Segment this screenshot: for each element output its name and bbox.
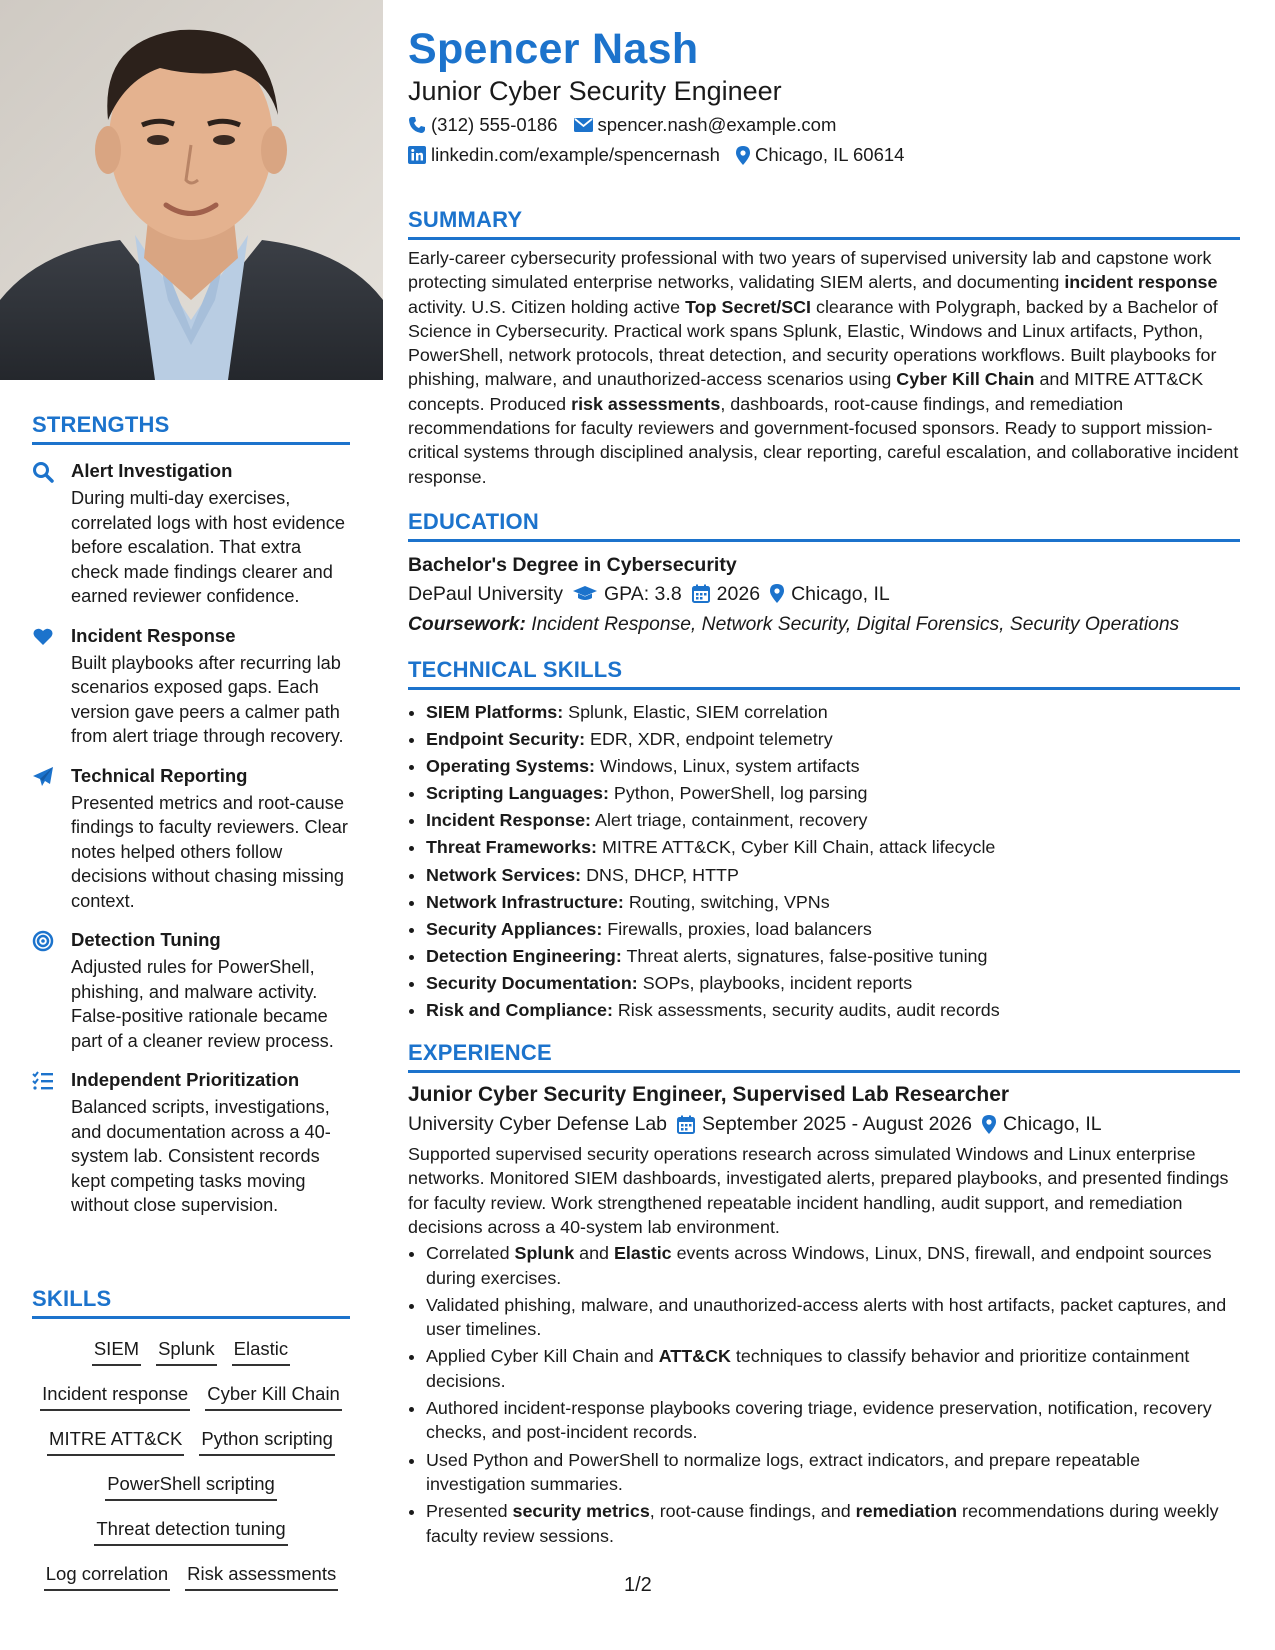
skill-value: SOPs, playbooks, incident reports xyxy=(642,972,913,993)
linkedin-icon xyxy=(408,146,426,164)
list-item xyxy=(426,1396,1240,1445)
skill-value: Firewalls, proxies, load balancers xyxy=(607,918,872,939)
strength-title: Independent Prioritization xyxy=(71,1069,300,1090)
skill-label: Security Documentation: xyxy=(426,972,638,993)
skill-label: Operating Systems: xyxy=(426,756,596,777)
summary-section xyxy=(408,207,1240,489)
skill-value: EDR, XDR, endpoint telemetry xyxy=(590,729,833,750)
skill-tag: PowerShell scripting xyxy=(105,1470,277,1501)
job-meta xyxy=(408,1110,1240,1138)
location-text: Chicago, IL 60614 xyxy=(754,144,905,165)
list-item xyxy=(426,1293,1240,1342)
skill-value: Python, PowerShell, log parsing xyxy=(613,783,868,804)
coursework-list: Incident Response, Network Security, Digital Forensics, Security Operations xyxy=(531,613,1180,635)
email-text: spencer.nash@example.com xyxy=(597,114,837,135)
skill-label: Network Services: xyxy=(426,864,582,885)
bullet-part: Presented xyxy=(426,1501,513,1522)
list-item xyxy=(426,997,1240,1024)
skills-row xyxy=(32,1470,350,1501)
bullet-part: ATT&CK xyxy=(658,1346,731,1367)
skill-label: Risk and Compliance: xyxy=(426,1000,613,1020)
skill-tag: Risk assessments xyxy=(185,1560,338,1591)
degree-title: Bachelor's Degree in Cybersecurity xyxy=(408,553,737,576)
summary-part: incident response xyxy=(1064,272,1218,293)
summary-part: , dashboards, root-cause findings, and remediation recommendations for faculty reviewers and government-focused sponsors. Ready to support mission-critical systems through disciplined analysis, clear reporting, careful escalation, and collaborative incident response. xyxy=(408,393,1239,487)
bullet-part: Correlated xyxy=(426,1243,515,1264)
strength-title: Incident Response xyxy=(71,624,236,646)
school-name: DePaul University xyxy=(408,582,563,605)
candidate-name: Spencer Nash xyxy=(408,25,699,73)
list-item xyxy=(426,1241,1240,1290)
technical-skills-section xyxy=(408,657,1240,1024)
phone-icon xyxy=(408,116,426,134)
skill-label: Threat Frameworks: xyxy=(426,837,598,858)
gpa-text: GPA: 3.8 xyxy=(603,582,682,605)
skill-tag: MITRE ATT&CK xyxy=(47,1425,184,1456)
profile-photo xyxy=(0,0,383,380)
list-item xyxy=(426,780,1240,807)
coursework-label: Coursework: xyxy=(408,613,526,635)
contact-row xyxy=(408,113,1240,137)
strength-item xyxy=(32,1068,350,1218)
skill-value: Threat alerts, signatures, false-positive tuning xyxy=(626,945,988,966)
bullet-part: techniques to classify behavior and prioritize containment decisions. xyxy=(426,1346,1190,1391)
skills-heading: SKILLS xyxy=(32,1286,350,1319)
summary-part: and MITRE ATT&CK concepts. Produced xyxy=(408,369,1204,414)
list-item xyxy=(426,699,1240,726)
bullet-part: Elastic xyxy=(613,1243,672,1264)
skills-row xyxy=(32,1380,350,1411)
list-item xyxy=(426,807,1240,834)
bullet-part: Authored incident-response playbooks covering triage, evidence preservation, notification, recovery checks, and post-incident records. xyxy=(426,1398,1212,1443)
summary-part: Cyber Kill Chain xyxy=(896,369,1035,390)
bullet-part: security metrics xyxy=(512,1501,650,1522)
bullet-part: Applied Cyber Kill Chain and xyxy=(426,1346,659,1367)
job-location: Chicago, IL xyxy=(1003,1113,1102,1136)
job-title: Junior Cyber Security Engineer, Supervised Lab Researcher xyxy=(408,1083,1010,1107)
skill-value: DNS, DHCP, HTTP xyxy=(586,864,739,885)
envelope-icon xyxy=(574,117,593,133)
education-section xyxy=(408,509,1240,639)
calendar-icon xyxy=(677,1115,695,1134)
strengths-heading: STRENGTHS xyxy=(32,412,350,445)
skill-value: Splunk, Elastic, SIEM correlation xyxy=(568,701,828,722)
strength-item xyxy=(32,764,350,914)
skill-tag: SIEM xyxy=(92,1335,141,1366)
summary-part: risk assessments xyxy=(571,393,721,414)
skills-row xyxy=(32,1560,350,1591)
skill-label: SIEM Platforms: xyxy=(426,701,564,722)
bullet-part: and xyxy=(574,1243,614,1264)
skill-tag: Python scripting xyxy=(199,1425,335,1456)
email-contact[interactable] xyxy=(574,113,837,137)
skills-section xyxy=(32,1286,350,1605)
strength-item xyxy=(32,928,350,1053)
graduation-cap-icon xyxy=(573,585,597,603)
list-item xyxy=(426,889,1240,916)
summary-text xyxy=(408,246,1240,489)
list-item xyxy=(426,862,1240,889)
list-item xyxy=(426,1499,1240,1548)
graduation-year: 2026 xyxy=(716,582,761,605)
strength-title: Alert Investigation xyxy=(71,460,233,481)
paper-plane-icon xyxy=(32,766,54,788)
skill-tag: Cyber Kill Chain xyxy=(205,1380,342,1411)
education-meta xyxy=(408,580,1240,608)
candidate-role: Junior Cyber Security Engineer xyxy=(408,76,782,106)
skill-label: Endpoint Security: xyxy=(426,729,586,750)
bullet-part: remediation xyxy=(855,1501,958,1522)
page-number: 1/2 xyxy=(624,1574,652,1596)
skills-row xyxy=(32,1515,350,1546)
skill-value: MITRE ATT&CK, Cyber Kill Chain, attack lifecycle xyxy=(602,837,996,858)
skills-row xyxy=(32,1335,350,1366)
organization: University Cyber Defense Lab xyxy=(408,1113,668,1136)
phone-text: (312) 555-0186 xyxy=(431,114,558,135)
skill-value: Routing, switching, VPNs xyxy=(628,891,830,912)
list-item xyxy=(426,753,1240,780)
job-dates: September 2025 - August 2026 xyxy=(702,1113,972,1136)
skill-value: Alert triage, containment, recovery xyxy=(595,810,868,831)
education-location: Chicago, IL xyxy=(791,582,890,605)
list-item xyxy=(426,970,1240,997)
list-item xyxy=(426,1448,1240,1497)
job-bullets xyxy=(408,1241,1240,1548)
experience-heading: EXPERIENCE xyxy=(408,1040,1240,1073)
bullet-part: events across Windows, Linux, DNS, firewall, and endpoint sources during exercises. xyxy=(426,1243,1212,1288)
list-item xyxy=(426,916,1240,943)
map-pin-icon xyxy=(736,146,750,165)
experience-section xyxy=(408,1040,1240,1548)
main-content xyxy=(408,0,1240,1551)
skill-tag: Splunk xyxy=(156,1335,217,1366)
bullet-part: , root-cause findings, and xyxy=(649,1501,856,1522)
summary-part: Early-career cybersecurity professional with two years of supervised university lab and capstone work protecting simulated enterprise networks, validating SIEM alerts, and documenting xyxy=(408,248,1212,293)
map-pin-icon xyxy=(982,1115,996,1134)
strength-description: Balanced scripts, investigations, and documentation across a 40-system lab. Consistent records kept competing tasks moving without close supervision. xyxy=(71,1097,331,1215)
coursework xyxy=(408,611,1240,639)
skill-tag: Threat detection tuning xyxy=(94,1515,287,1546)
strength-item xyxy=(32,624,350,749)
skill-value: Windows, Linux, system artifacts xyxy=(600,756,860,777)
strength-description: Built playbooks after recurring lab scenarios exposed gaps. Each version gave peers a calmer path from alert triage through recovery. xyxy=(71,652,344,746)
skill-label: Security Appliances: xyxy=(426,918,603,939)
summary-part: clearance with Polygraph, backed by a Bachelor of Science in Cybersecurity. Practical work spans Splunk, Elastic, Windows and Linux artifacts, Python, PowerShell, network protocols, threat detection, and security operations workflows. Built playbooks for phishing, malware, and unauthorized-access scenarios using xyxy=(408,296,1218,390)
skill-tag: Log correlation xyxy=(44,1560,170,1591)
summary-heading: SUMMARY xyxy=(408,207,1240,240)
bullet-part: Splunk xyxy=(514,1243,575,1264)
location-contact xyxy=(736,143,904,167)
skill-tag: Incident response xyxy=(40,1380,190,1411)
skill-label: Incident Response: xyxy=(426,810,592,831)
strength-title: Technical Reporting xyxy=(71,764,248,786)
linkedin-text: linkedin.com/example/spencernash xyxy=(431,144,720,165)
job-description: Supported supervised security operations research across simulated Windows and Linux enterprise networks. Monitored SIEM dashboards, investigated alerts, prepared playbooks, and presented findings for faculty review. Work strengthened repeatable incident handling, audit support, and remediation decisions across a 40-system lab environment. xyxy=(408,1144,1229,1237)
phone-contact xyxy=(408,113,558,137)
bullet-part: Used Python and PowerShell to normalize logs, extract indicators, and prepare repeatable investigation summaries. xyxy=(426,1449,1141,1494)
calendar-icon xyxy=(692,584,710,603)
linkedin-contact[interactable] xyxy=(408,143,720,167)
skill-label: Scripting Languages: xyxy=(426,783,609,804)
education-heading: EDUCATION xyxy=(408,509,1240,542)
sidebar xyxy=(0,0,383,1650)
strength-description: During multi-day exercises, correlated logs with host evidence before escalation. That extra check made findings clearer and earned reviewer confidence. xyxy=(71,488,345,606)
summary-part: activity. U.S. Citizen holding active xyxy=(408,296,686,317)
list-check-icon xyxy=(32,1070,54,1092)
strength-description: Adjusted rules for PowerShell, phishing, and malware activity. False-positive rationale became part of a cleaner review process. xyxy=(71,957,334,1051)
skill-value: Risk assessments, security audits, audit records xyxy=(617,1000,1000,1020)
skill-label: Network Infrastructure: xyxy=(426,891,624,912)
technical-skills-heading: TECHNICAL SKILLS xyxy=(408,657,1240,690)
contact-row xyxy=(408,143,1240,167)
search-icon xyxy=(32,461,54,483)
bullet-part: Validated phishing, malware, and unauthorized-access alerts with host artifacts, packet captures, and user timelines. xyxy=(426,1294,1227,1340)
heart-icon xyxy=(32,626,54,648)
list-item xyxy=(426,726,1240,753)
list-item xyxy=(426,834,1240,861)
strength-title: Detection Tuning xyxy=(71,929,221,950)
technical-skills-list xyxy=(408,699,1240,1024)
list-item xyxy=(426,1344,1240,1393)
summary-part: Top Secret/SCI xyxy=(685,296,812,317)
strength-description: Presented metrics and root-cause findings to faculty reviewers. Clear notes helped others follow decisions without chasing missing context. xyxy=(71,792,348,911)
skill-label: Detection Engineering: xyxy=(426,945,622,966)
list-item xyxy=(426,943,1240,970)
strength-item xyxy=(32,459,350,609)
map-pin-icon xyxy=(770,584,784,603)
strengths-section xyxy=(32,412,350,1233)
target-icon xyxy=(32,930,54,952)
skills-row xyxy=(32,1425,350,1456)
skill-tag: Elastic xyxy=(232,1335,291,1366)
bullet-part: recommendations during weekly faculty review sessions. xyxy=(426,1501,1219,1546)
